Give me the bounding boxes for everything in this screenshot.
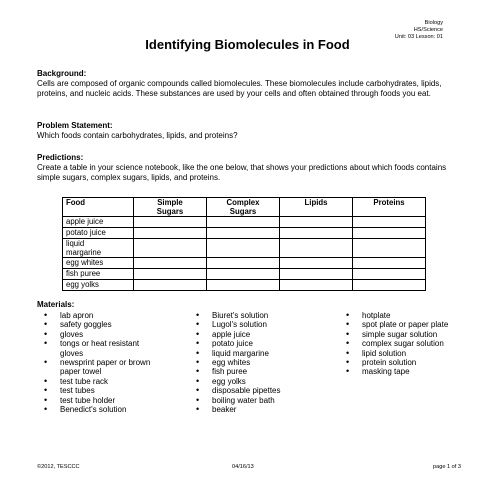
background-heading: Background:: [37, 69, 87, 78]
empty-cell: [134, 269, 207, 280]
list-item: • safety goggles: [44, 320, 154, 329]
empty-cell: [134, 217, 207, 228]
empty-cell: [353, 217, 426, 228]
empty-cell: [353, 228, 426, 239]
empty-cell: [353, 280, 426, 291]
course-label: HS/Science: [413, 27, 443, 33]
empty-cell: [280, 217, 353, 228]
list-item: • egg yolks: [196, 377, 326, 386]
list-item: • lab apron: [44, 311, 154, 320]
list-item: • disposable pipettes: [196, 386, 326, 395]
list-item: • egg whites: [196, 358, 326, 367]
empty-cell: [134, 228, 207, 239]
list-item: • beaker: [196, 405, 326, 414]
table-header-row: [63, 198, 426, 217]
list-item: • test tube holder: [44, 396, 154, 405]
unit-lesson-label: Unit: 03 Lesson: 01: [394, 34, 443, 40]
page-title: Identifying Biomolecules in Food: [145, 37, 350, 52]
predictions-text: Create a table in your science notebook, like the one below, that shows your predictions about which foods contains simple sugars, complex sugars, lipids, and proteins.: [37, 163, 447, 182]
materials-heading: Materials:: [37, 300, 75, 309]
list-item: • spot plate or paper plate: [346, 320, 451, 329]
header-proteins: Proteins: [353, 198, 426, 217]
table-row: [63, 239, 426, 258]
predictions-section: [37, 153, 457, 183]
list-item: • test tube rack: [44, 377, 154, 386]
footer-copyright: ©2012, TESCCC: [37, 464, 80, 470]
list-item: • liquid margarine: [196, 349, 326, 358]
empty-cell: [280, 269, 353, 280]
header-lipids: Lipids: [280, 198, 353, 217]
empty-cell: [280, 258, 353, 269]
header-simple-sugars: Simple Sugars: [134, 198, 207, 217]
food-cell: fish puree: [63, 269, 134, 280]
header-complex-sugars: Complex Sugars: [207, 198, 280, 217]
background-section: [37, 69, 457, 99]
materials-column-3: [346, 311, 451, 377]
table-row: [63, 217, 426, 228]
header-food: Food: [63, 198, 134, 217]
list-item: • tongs or heat resistant gloves: [44, 339, 154, 358]
table-row: [63, 258, 426, 269]
background-text: Cells are composed of organic compounds called biomolecules. These biomolecules include carbohydrates, lipids, proteins, and nucleic acids. These substances are used by your cells and often obtained through foods you eat.: [37, 79, 442, 98]
food-cell: apple juice: [63, 217, 134, 228]
list-item: • boiling water bath: [196, 396, 326, 405]
empty-cell: [280, 239, 353, 258]
empty-cell: [353, 269, 426, 280]
empty-cell: [280, 280, 353, 291]
food-cell: liquid margarine: [63, 239, 134, 258]
empty-cell: [280, 228, 353, 239]
predictions-heading: Predictions:: [37, 153, 84, 162]
problem-heading: Problem Statement:: [37, 121, 113, 130]
empty-cell: [134, 239, 207, 258]
empty-cell: [207, 258, 280, 269]
problem-text: Which foods contain carbohydrates, lipids, and proteins?: [37, 131, 238, 140]
food-cell: egg whites: [63, 258, 134, 269]
list-item: • hotplate: [346, 311, 451, 320]
list-item: • fish puree: [196, 367, 326, 376]
empty-cell: [207, 228, 280, 239]
list-item: • complex sugar solution: [346, 339, 451, 348]
list-item: • gloves: [44, 330, 154, 339]
list-item: • protein solution: [346, 358, 451, 367]
table-row: [63, 269, 426, 280]
list-item: • apple juice: [196, 330, 326, 339]
list-item: • masking tape: [346, 367, 451, 376]
food-cell: potato juice: [63, 228, 134, 239]
table-row: [63, 280, 426, 291]
empty-cell: [207, 239, 280, 258]
list-item: • test tubes: [44, 386, 154, 395]
list-item: • newsprint paper or brown paper towel: [44, 358, 154, 377]
list-item: • simple sugar solution: [346, 330, 451, 339]
list-item: • Lugol's solution: [196, 320, 326, 329]
empty-cell: [353, 258, 426, 269]
footer-page-number: page 1 of 3: [433, 464, 461, 470]
food-cell: egg yolks: [63, 280, 134, 291]
empty-cell: [207, 269, 280, 280]
materials-column-2: [196, 311, 326, 414]
predictions-table: [62, 197, 426, 291]
empty-cell: [134, 280, 207, 291]
table-row: [63, 228, 426, 239]
empty-cell: [353, 239, 426, 258]
problem-section: [37, 121, 457, 141]
empty-cell: [207, 280, 280, 291]
subject-label: Biology: [424, 20, 443, 26]
empty-cell: [207, 217, 280, 228]
empty-cell: [134, 258, 207, 269]
list-item: • lipid solution: [346, 349, 451, 358]
list-item: • potato juice: [196, 339, 326, 348]
materials-column-1: [44, 311, 154, 414]
list-item: • Biuret's solution: [196, 311, 326, 320]
footer-date: 04/16/13: [232, 464, 254, 470]
list-item: • Benedict's solution: [44, 405, 154, 414]
